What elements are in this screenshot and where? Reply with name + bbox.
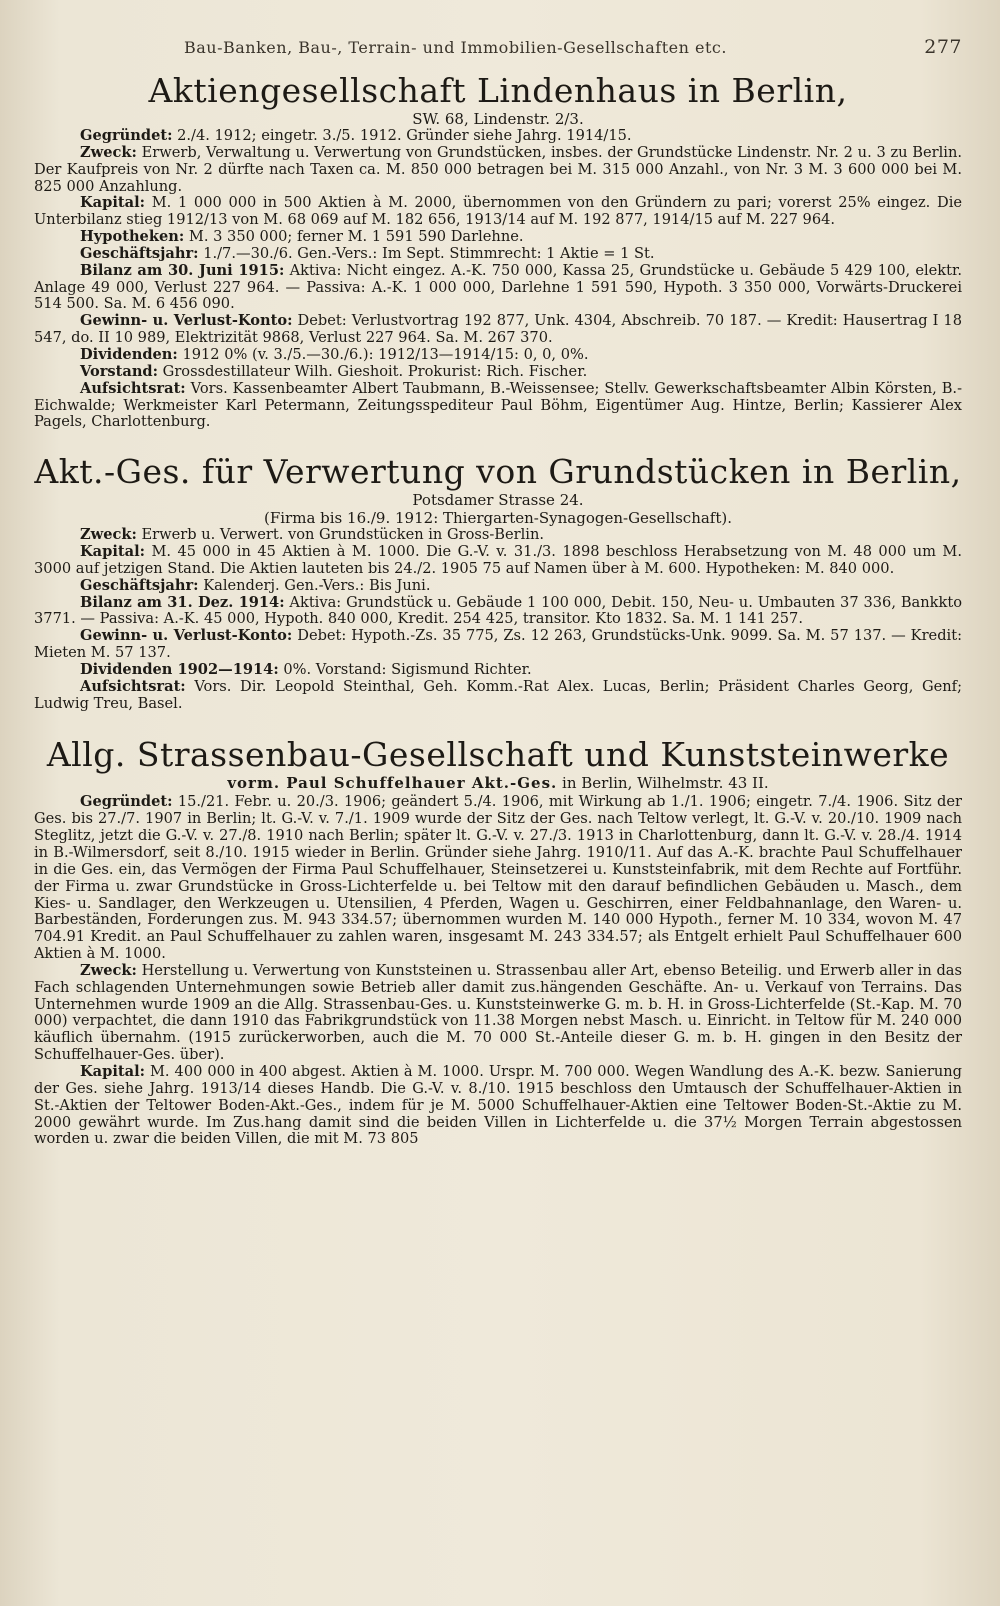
- entry-label: Zweck:: [80, 143, 137, 161]
- entry-label: Geschäftsjahr:: [80, 244, 199, 262]
- entry-paragraph: [34, 578, 962, 595]
- entry-text: Aktiva: Grundstück u. Gebäude 1 100 000, Debit. 150, Neu- u. Umbauten 37 336, Bankkto 3771. — Passiva: A.-K. 45 000, Hypoth. 840 000, Kredit. 254 425, transitor. Kto 1832. Sa. M. 1 141 257.: [34, 593, 962, 628]
- entry-text: Debet: Verlustvortrag 192 877, Unk. 4304, Abschreib. 70 187. — Kredit: Hausertrag I 18 547, do. II 10 989, Elektrizität 9868, Verlust 227 964. Sa. M. 267 370.: [34, 312, 962, 347]
- entry-label: Aufsichtsrat:: [80, 379, 186, 397]
- entry-paragraph: [34, 347, 962, 364]
- entry-paragraph: [34, 794, 962, 962]
- entry-text: Erwerb u. Verwert. von Grundstücken in Gross-Berlin.: [136, 526, 545, 544]
- entry-paragraph: [34, 195, 962, 229]
- entry-label: Dividenden 1902—1914:: [80, 660, 279, 678]
- entry-text: 1./7.—30./6. Gen.-Vers.: Im Sept. Stimmrecht: 1 Aktie = 1 St.: [198, 244, 655, 262]
- entry-paragraph: [34, 263, 962, 314]
- entry-text: Vors. Dir. Leopold Steinthal, Geh. Komm.-Rat Alex. Lucas, Berlin; Präsident Charles Georg, Genf; Ludwig Treu, Basel.: [34, 677, 962, 712]
- entry-paragraph: [34, 527, 962, 544]
- entry-text: Vors. Kassenbeamter Albert Taubmann, B.-Weissensee; Stellv. Gewerkschaftsbeamter Albin Körsten, B.-Eichwalde; Werkmeister Karl Petermann, Zeitungsspediteur Paul Böhm, Eigentümer Aug. Hintze, Berlin; Kassierer Alex Pagels, Charlottenburg.: [34, 379, 962, 431]
- entry-label: Gegründet:: [80, 127, 173, 144]
- entry-label: Vorstand:: [80, 362, 159, 380]
- entry-paragraph: [34, 628, 962, 662]
- entry-text: Erwerb, Verwaltung u. Verwertung von Grundstücken, insbes. der Grundstücke Lindenstr. Nr. 2 u. 3 zu Berlin. Der Kaufpreis von Nr. 2 dürfte nach Taxen ca. M. 850 000 betragen bei M. 315 000 Anzahl., von Nr. 3 M. 3 600 000 bei M. 825 000 Anzahlung.: [34, 143, 962, 195]
- entry-text: M. 400 000 in 400 abgest. Aktien à M. 1000. Urspr. M. 700 000. Wegen Wandlung des A.-K. bezw. Sanierung der Ges. siehe Jahrg. 1913/14 dieses Handb. Die G.-V. v. 8./10. 1915 beschloss den Umtausch der Schuffelhauer-Aktien in St.-Aktien der Teltower Boden-Akt.-Ges., indem für je M. 5000 Schuffelhauer-Aktien eine Teltower Boden-St.-Aktie zu M. 2000 gewährt wurde. Im Zus.hang damit sind die beiden Villen in Lichterfelde u. die 37½ Morgen Terrain abgestossen worden u. zwar die beiden Villen, die mit M. 73 805: [34, 1062, 962, 1148]
- company-address: SW. 68, Lindenstr. 2/3.: [412, 110, 584, 128]
- entry-label: Bilanz am 30. Juni 1915:: [80, 261, 285, 279]
- entry-paragraph: [34, 381, 962, 432]
- company-entry-verwertung: [34, 453, 962, 712]
- entry-label: Aufsichtsrat:: [80, 677, 186, 695]
- entry-text: Kalenderj. Gen.-Vers.: Bis Juni.: [198, 576, 431, 594]
- entry-text: M. 1 000 000 in 500 Aktien à M. 2000, übernommen von den Gründern zu pari; vorerst 25% eingez. Die Unterbilanz stieg 1912/13 von M. 68 069 auf M. 182 656, 1913/14 auf M. 192 877, 1914/15 auf M. 227 964.: [34, 194, 962, 229]
- entry-label: Zweck:: [80, 961, 137, 979]
- company-address: Potsdamer Strasse 24.: [412, 491, 584, 510]
- entry-label: Bilanz am 31. Dez. 1914:: [80, 593, 285, 611]
- company-address: in Berlin, Wilhelmstr. 43 II.: [557, 774, 769, 793]
- entry-text: 15./21. Febr. u. 20./3. 1906; geändert 5./4. 1906, mit Wirkung ab 1./1. 1906; eingetr. 7./4. 1906. Sitz der Ges. bis 27./7. 1907 in Berlin; lt. G.-V. v. 7./1. 1909 wurde der Sitz der Ges. nach Teltow verlegt, lt. G.-V. v. 20./10. 1909 nach Steglitz, jetzt die G.-V. v. 27./8. 1910 nach Berlin; später lt. G.-V. v. 27./3. 1913 in Charlottenburg, dann lt. G.-V. v. 28./4. 1914 in B.-Wilmersdorf, seit 8./10. 1915 wieder in Berlin. Gründer siehe Jahrg. 1910/11. Auf das A.-K. brachte Paul Schuffelhauer in die Ges. ein, das Vermögen der Firma Paul Schuffelhauer, Steinsetzerei u. Kunststeinfabrik, mit dem Rechte auf Fortführ. der Firma u. zwar Grundstücke in Gross-Lichterfelde u. bei Teltow mit den darauf befindlichen Gebäuden u. Masch., dem Kies- u. Sandlager, den Werkzeugen u. Utensilien, 4 Pferden, Wagen u. Geschirren, einer Feldbahnanlage, den Waren- u. Barbeständen, Forderungen zus. M. 943 334.57; übernommen wurden M. 140 000 Hypoth., ferner M. 10 334, wovon M. 47 704.91 Kredit. an Paul Schuffelhauer zu zahlen waren, insgesamt M. 243 334.57; als Entgelt erhielt Paul Schuffelhauer 600 Aktien à M. 1000.: [34, 793, 962, 963]
- entry-text: M. 45 000 in 45 Aktien à M. 1000. Die G.-V. v. 31./3. 1898 beschloss Herabsetzung von M. 48 000 um M. 3000 auf jetzigen Stand. Die Aktien lauteten bis 24./2. 1905 75 auf Namen über à M. 600. Hypotheken: M. 840 000.: [34, 543, 962, 577]
- company-title: Allg. Strassenbau-Gesellschaft und Kunststeinwerke: [46, 735, 950, 775]
- entry-label: Dividenden:: [80, 345, 178, 363]
- company-title: Akt.-Ges. für Verwertung von Grundstücken in Berlin,: [34, 452, 962, 492]
- entry-label: Gegründet:: [80, 793, 173, 811]
- running-header: [34, 36, 962, 58]
- entry-paragraph: [34, 246, 962, 263]
- entry-text: Grossdestillateur Wilh. Gieshoit. Prokurist: Rich. Fischer.: [158, 362, 588, 380]
- entry-label: Geschäftsjahr:: [80, 576, 199, 594]
- page-number: 277: [924, 36, 962, 58]
- company-title: Aktiengesellschaft Lindenhaus in Berlin,: [148, 71, 848, 110]
- entry-text: Debet: Hypoth.-Zs. 35 775, Zs. 12 263, Grundstücks-Unk. 9099. Sa. M. 57 137. — Kredit: Mieten M. 57 137.: [34, 627, 962, 662]
- entry-label: Gewinn- u. Verlust-Konto:: [80, 312, 293, 330]
- entry-label: Kapital:: [80, 194, 146, 212]
- entry-text: Herstellung u. Verwertung von Kunststeinen u. Strassenbau aller Art, ebenso Beteilig. und Erwerb aller in das Fach schlagenden Unternehmungen sowie Betrieb aller damit zus.hängenden Geschäfte. An- u. Verkauf von Terrains. Das Unternehmen wurde 1909 an die Allg. Strassenbau-Ges. u. Kunststeinwerke G. m. b. H. in Gross-Lichterfelde (St.-Kap. M. 70 000) verpachtet, die dann 1910 das Fabrikgrundstück von 11.38 Morgen nebst Masch. u. Einricht. in Teltow für M. 240 000 käuflich übernahm. (1915 zurückerworben, auch die M. 70 000 St.-Anteile dieser G. m. b. H. gingen in den Besitz der Schuffelhauer-Ges. über).: [34, 961, 962, 1064]
- entry-paragraph: [34, 313, 962, 347]
- entry-paragraph: [34, 128, 962, 145]
- entry-label: Gewinn- u. Verlust-Konto:: [80, 627, 293, 645]
- entry-paragraph: [34, 963, 962, 1064]
- entry-paragraph: [34, 662, 962, 679]
- entry-text: 1912 0% (v. 3./5.—30./6.): 1912/13—1914/15: 0, 0, 0%.: [177, 345, 589, 363]
- entry-paragraph: [34, 595, 962, 629]
- entry-text: 0%. Vorstand: Sigismund Richter.: [278, 660, 532, 678]
- entry-label: Zweck:: [80, 526, 137, 544]
- entry-text: M. 3 350 000; ferner M. 1 591 590 Darlehne.: [184, 228, 524, 246]
- entry-paragraph: [34, 145, 962, 196]
- entry-paragraph: [34, 364, 962, 381]
- entry-paragraph: [34, 229, 962, 246]
- company-subtitle: [34, 774, 962, 792]
- entry-text: 2./4. 1912; eingetr. 3./5. 1912. Gründer siehe Jahrg. 1914/15.: [172, 127, 632, 144]
- entry-label: Kapital:: [80, 1062, 146, 1080]
- entry-label: Kapital:: [80, 543, 146, 561]
- entry-label: Hypotheken:: [80, 228, 185, 246]
- company-entry-strassenbau: [34, 736, 962, 1148]
- entry-text: Aktiva: Nicht eingez. A.-K. 750 000, Kassa 25, Grundstücke u. Gebäude 5 429 100, elektr. Anlage 49 000, Verlust 227 964. — Passiva: A.-K. 1 000 000, Darlehne 1 591 590, Hypoth. 3 350 000, Vorwärts-Druckerei 514 500. Sa. M. 6 456 090.: [34, 261, 962, 313]
- company-former-firm: vorm. Paul Schuffelhauer Akt.-Ges.: [227, 774, 558, 793]
- entry-paragraph: [34, 1064, 962, 1148]
- entry-paragraph: [34, 679, 962, 713]
- company-former-name: (Firma bis 16./9. 1912: Thiergarten-Synagogen-Gesellschaft).: [264, 509, 732, 528]
- running-title: Bau-Banken, Bau-, Terrain- und Immobilien-Gesellschaften etc.: [184, 38, 727, 57]
- entry-paragraph: [34, 544, 962, 578]
- company-entry-lindenhaus: [34, 72, 962, 431]
